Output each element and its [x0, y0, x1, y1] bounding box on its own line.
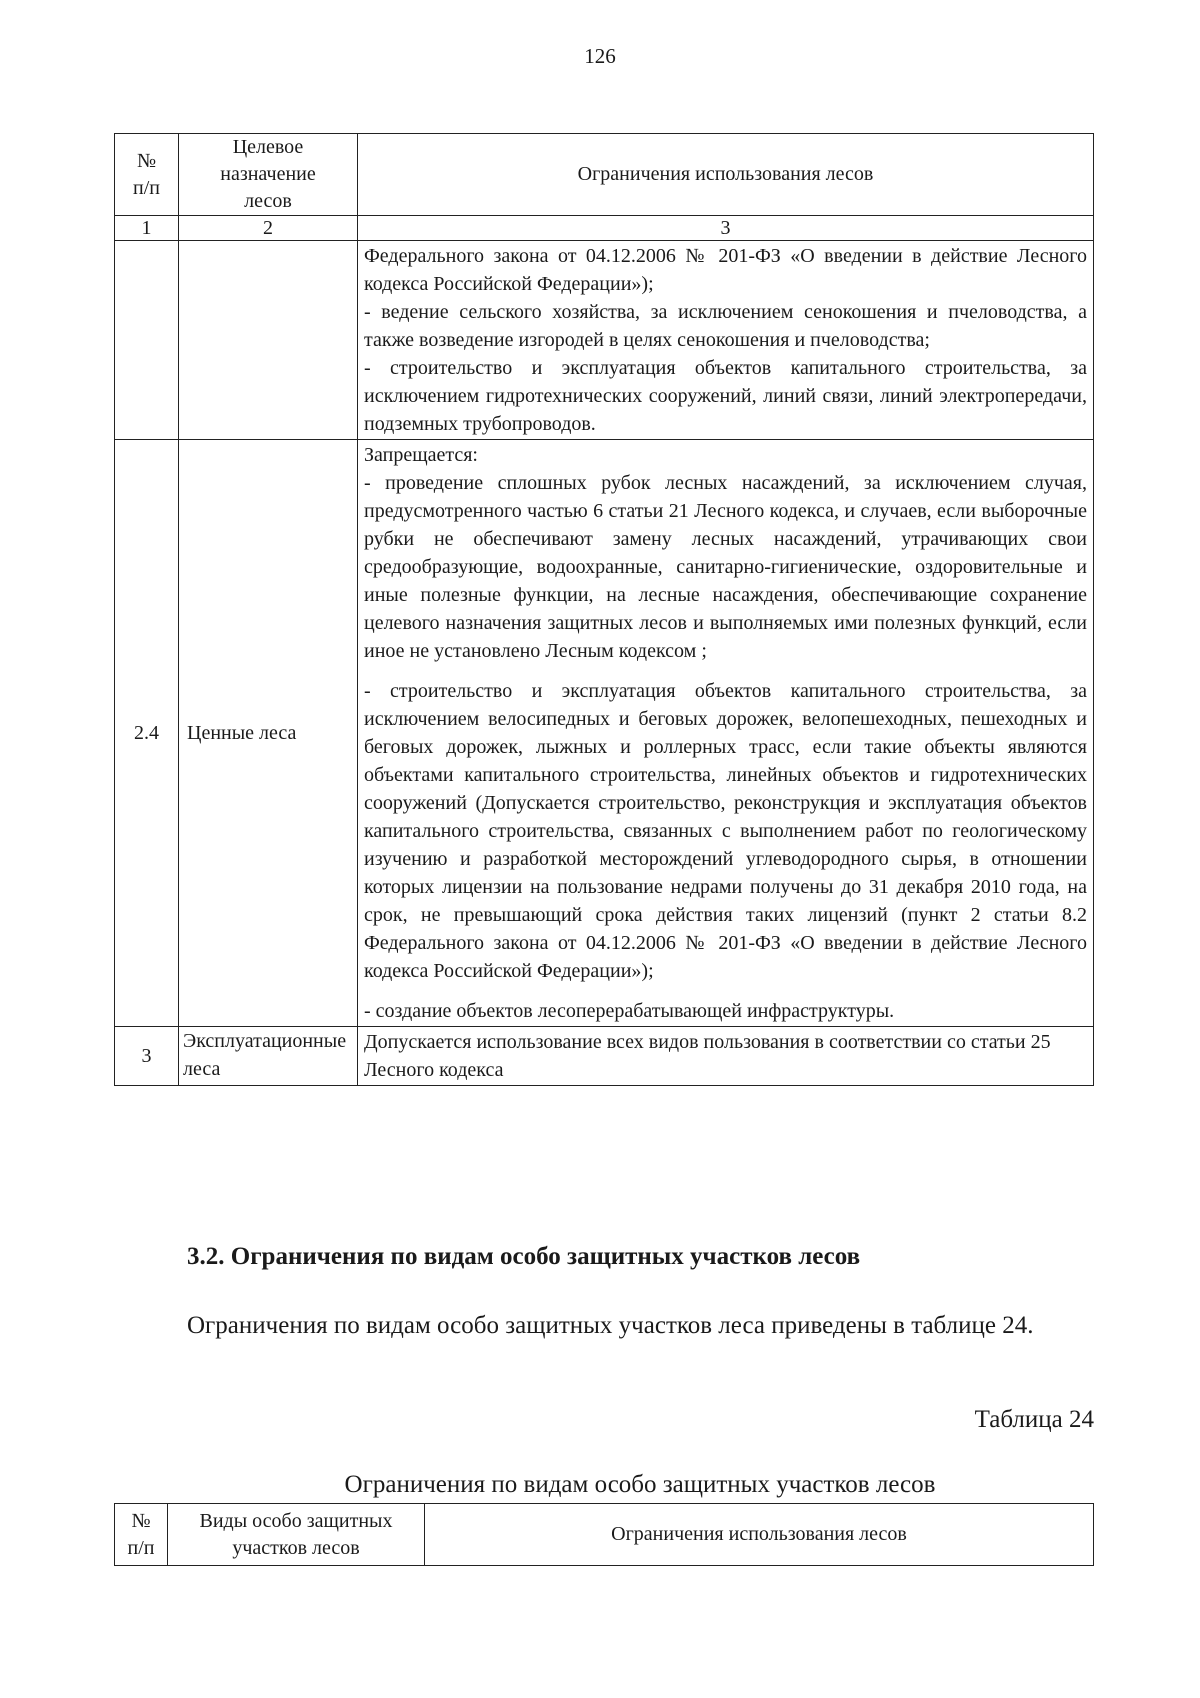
header-types-line: участков лесов	[232, 1536, 360, 1559]
restriction-paragraph: - ведение сельского хозяйства, за исключением сенокошения и пчеловодства, а также возведение изгородей в целях сенокошения и пчеловодства;	[364, 301, 1087, 351]
protective-areas-table	[114, 1503, 1094, 1566]
table-label: Таблица 24	[974, 1406, 1094, 1433]
header-types	[168, 1504, 425, 1566]
row-restrictions	[358, 241, 1094, 440]
header-restrictions: Ограничения использования лесов	[358, 134, 1094, 216]
row-purpose: Ценные леса	[179, 440, 358, 1027]
header-restrictions: Ограничения использования лесов	[425, 1504, 1094, 1566]
header-num-line: п/п	[127, 1536, 155, 1559]
section-paragraph: Ограничения по видам особо защитных участков леса приведены в таблице 24.	[187, 1312, 1034, 1339]
table-row	[115, 241, 1094, 440]
header-num	[115, 134, 179, 216]
header-purpose	[179, 134, 358, 216]
row-restrictions	[358, 440, 1094, 1027]
forest-restrictions-table	[114, 133, 1094, 1086]
restriction-paragraph: - проведение сплошных рубок лесных насаждений, за исключением случая, предусмотренного частью 6 статьи 21 Лесного кодекса, и случаев, если выборочные рубки не обеспечивают замену лесных насаждений, утрачивающих свои средообразующие, водоохранные, санитарно-гигиенические, оздоровительные и иные полезные функции, на лесные насаждения, обеспечивающие сохранение целевого назначения защитных лесов и выполняемых ими полезных функций, если иное не установлено Лесным кодексом ;	[364, 472, 1087, 662]
page-number: 126	[584, 44, 616, 68]
row-num: 3	[115, 1027, 179, 1086]
row-num	[115, 241, 179, 440]
table-row	[115, 1027, 1094, 1086]
header-purpose-line: лесов	[244, 190, 292, 212]
table-title: Ограничения по видам особо защитных участков лесов	[344, 1471, 936, 1498]
column-number: 2	[179, 216, 358, 241]
restriction-paragraph: - строительство и эксплуатация объектов капитального строительства, за исключением велосипедных и беговых дорожек, велопешеходных, пешеходных и беговых дорожек, лыжных и роллерных трасс, если такие объекты являются объектами капитального строительства, линейных объектов и гидротехнических сооружений (Допускается строительство, реконструкция и эксплуатация объектов капитального строительства, связанных с выполнением работ по геологическому изучению и разработкой месторождений углеводородного сырья, в отношении которых лицензии на пользование недрами получены до 31 декабря 2010 года, на срок, не превышающий срока действия таких лицензий (пункт 2 статьи 8.2 Федерального закона от 04.12.2006 № 201-ФЗ «О введении в действие Лесного кодекса Российской Федерации»);	[364, 680, 1087, 982]
row-purpose	[179, 241, 358, 440]
header-purpose-line: Целевое	[232, 136, 304, 158]
header-purpose-line: назначение	[220, 163, 316, 185]
header-num-line: №	[136, 149, 157, 172]
row-restrictions	[358, 1027, 1094, 1086]
restriction-paragraph: Запрещается:	[364, 444, 478, 466]
restriction-paragraph: Допускается использование всех видов пользования в соответствии со статьи 25 Лесного кодекса	[364, 1031, 1051, 1081]
section-heading: 3.2. Ограничения по видам особо защитных участков лесов	[187, 1243, 861, 1270]
header-num	[115, 1504, 168, 1566]
row-num: 2.4	[115, 440, 179, 1027]
header-types-line: Виды особо защитных	[199, 1509, 393, 1532]
column-number: 1	[115, 216, 179, 241]
header-num-line: п/п	[133, 176, 160, 199]
table-row	[115, 440, 1094, 1027]
column-number: 3	[358, 216, 1094, 241]
restriction-paragraph: Федерального закона от 04.12.2006 № 201-ФЗ «О введении в действие Лесного кодекса Российской Федерации»);	[364, 245, 1087, 295]
restriction-paragraph: - строительство и эксплуатация объектов капитального строительства, за исключением гидротехнических сооружений, линий связи, линий электропередачи, подземных трубопроводов.	[364, 357, 1087, 435]
restriction-paragraph: - создание объектов лесоперерабатывающей инфраструктуры.	[364, 1000, 895, 1022]
row-purpose: Эксплуатационные леса	[179, 1027, 358, 1086]
header-num-line: №	[131, 1509, 151, 1532]
